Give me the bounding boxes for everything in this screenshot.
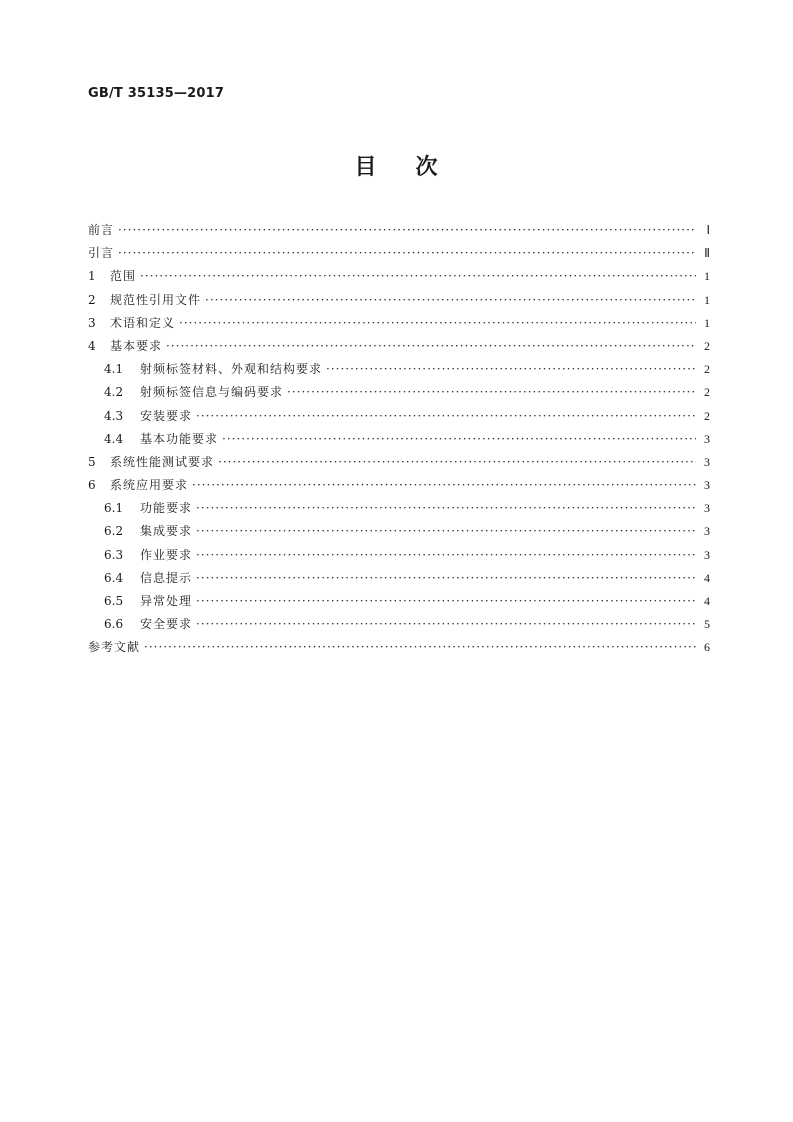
toc-entry-title: 术语和定义 — [110, 315, 176, 330]
toc-dot-leader — [179, 312, 696, 335]
toc-entry-title: 系统性能测试要求 — [110, 454, 215, 469]
toc-dot-leader — [118, 242, 696, 265]
toc-entry[interactable] — [88, 636, 710, 659]
toc-dot-leader — [205, 289, 696, 312]
toc-entry[interactable] — [88, 219, 710, 242]
toc-entry-page: 3 — [704, 524, 710, 539]
toc-entry-title: 射频标签材料、外观和结构要求 — [140, 362, 323, 377]
toc-entry[interactable] — [88, 289, 710, 312]
toc-entry-page: Ⅰ — [706, 223, 710, 237]
toc-dot-leader — [222, 428, 696, 451]
toc-entry[interactable] — [88, 497, 710, 520]
toc-entry-title: 前言 — [88, 223, 115, 237]
toc-entry-title: 功能要求 — [140, 501, 193, 516]
toc-entry[interactable] — [88, 312, 710, 335]
table-of-contents — [88, 219, 710, 660]
toc-entry[interactable] — [88, 265, 710, 288]
title-char-1: 目 — [354, 155, 378, 180]
toc-entry[interactable] — [88, 613, 710, 636]
toc-entry[interactable] — [88, 451, 710, 474]
toc-dot-leader — [196, 497, 696, 520]
toc-dot-leader — [196, 544, 696, 567]
toc-entry-number: 4.4 — [104, 431, 124, 446]
toc-entry[interactable] — [88, 590, 710, 613]
toc-entry-title: 安全要求 — [140, 617, 193, 632]
toc-entry-page: 2 — [704, 362, 710, 377]
toc-entry-page: 3 — [704, 454, 710, 469]
toc-entry-number: 6.6 — [104, 617, 124, 632]
toc-entry-title: 规范性引用文件 — [110, 292, 202, 307]
toc-entry-page: 1 — [704, 269, 710, 284]
toc-entry-page: 6 — [704, 640, 710, 655]
toc-entry-number: 6.4 — [104, 570, 124, 585]
toc-entry-number: 4.3 — [104, 408, 124, 423]
toc-entry[interactable] — [88, 335, 710, 358]
toc-entry-title: 异常处理 — [140, 594, 193, 608]
toc-dot-leader — [144, 636, 696, 659]
toc-entry[interactable] — [88, 242, 710, 265]
toc-entry-number: 6 — [88, 478, 96, 493]
toc-dot-leader — [166, 335, 696, 358]
toc-dot-leader — [196, 613, 696, 636]
toc-entry-number: 1 — [88, 269, 96, 284]
toc-entry[interactable] — [88, 381, 710, 404]
toc-entry-page: 1 — [704, 315, 710, 330]
toc-entry-title: 基本功能要求 — [140, 431, 219, 446]
toc-entry-title: 作业要求 — [140, 547, 193, 562]
toc-entry-number: 4 — [88, 338, 96, 353]
toc-entry-page: 2 — [704, 385, 710, 400]
toc-entry-title: 参考文献 — [88, 640, 141, 655]
toc-entry-number: 6.2 — [104, 524, 124, 539]
toc-entry-number: 3 — [88, 315, 96, 330]
toc-entry[interactable] — [88, 405, 710, 428]
toc-entry-title: 射频标签信息与编码要求 — [140, 385, 284, 400]
toc-dot-leader — [118, 219, 696, 242]
toc-entry-page: 1 — [704, 292, 710, 307]
toc-dot-leader — [196, 567, 696, 590]
toc-entry[interactable] — [88, 358, 710, 381]
toc-entry-page: 2 — [704, 408, 710, 423]
toc-entry[interactable] — [88, 428, 710, 451]
toc-entry-number: 5 — [88, 454, 96, 469]
toc-entry-page: 2 — [704, 338, 710, 353]
toc-dot-leader — [218, 451, 696, 474]
toc-dot-leader — [287, 381, 696, 404]
toc-dot-leader — [140, 265, 696, 288]
toc-entry-page: 4 — [704, 594, 710, 608]
toc-dot-leader — [196, 520, 696, 543]
toc-entry-page: 3 — [704, 431, 710, 446]
toc-entry-title: 引言 — [88, 246, 115, 261]
toc-entry-page: Ⅱ — [704, 246, 710, 261]
toc-entry-number: 2 — [88, 292, 96, 307]
toc-entry-title: 系统应用要求 — [110, 478, 189, 493]
title-char-2: 次 — [415, 155, 439, 180]
toc-entry[interactable] — [88, 520, 710, 543]
page-title — [0, 150, 793, 181]
toc-entry-title: 范围 — [110, 269, 137, 284]
toc-dot-leader — [196, 405, 696, 428]
toc-entry-title: 安装要求 — [140, 408, 193, 423]
toc-entry-page: 3 — [704, 501, 710, 516]
toc-entry-page: 3 — [704, 547, 710, 562]
toc-entry-title: 基本要求 — [110, 338, 163, 353]
toc-entry-number: 4.2 — [104, 385, 124, 400]
toc-entry-page: 3 — [704, 478, 710, 493]
toc-entry-number: 6.5 — [104, 594, 124, 608]
document-code: GB/T 35135—2017 — [88, 86, 225, 101]
toc-dot-leader — [326, 358, 696, 381]
toc-entry-number: 6.1 — [104, 501, 124, 516]
toc-entry-title: 集成要求 — [140, 524, 193, 539]
toc-entry[interactable] — [88, 474, 710, 497]
toc-entry[interactable] — [88, 567, 710, 590]
toc-entry-number: 6.3 — [104, 547, 124, 562]
toc-dot-leader — [192, 474, 696, 497]
toc-dot-leader — [196, 590, 696, 613]
toc-entry-number: 4.1 — [104, 362, 124, 377]
toc-entry[interactable] — [88, 544, 710, 567]
toc-entry-page: 4 — [704, 570, 710, 585]
toc-entry-title: 信息提示 — [140, 570, 193, 585]
toc-entry-page: 5 — [704, 617, 710, 632]
